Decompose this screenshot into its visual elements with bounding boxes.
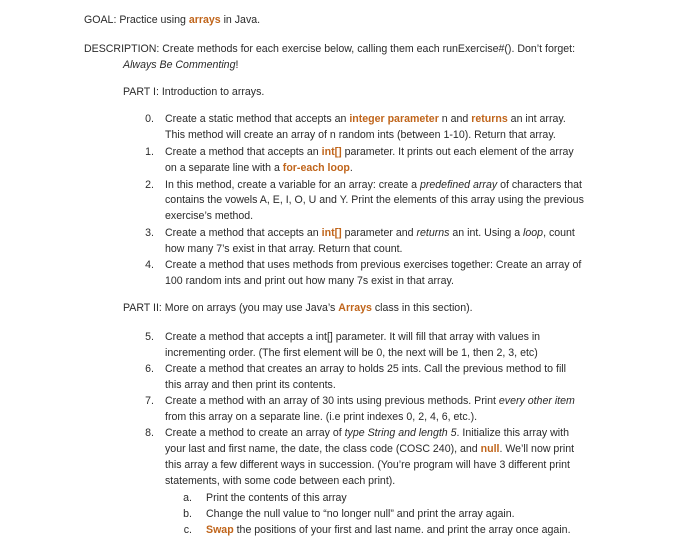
item-4-line-2: 100 random ints and print out how many 7s exist in that array. [165, 275, 454, 287]
part1-heading: PART I: Introduction to arrays. [123, 86, 265, 98]
item-0-line-1 [165, 112, 566, 126]
item-8-line-4: statements, with some code between each print). [165, 475, 396, 487]
item-3-number: 3. [145, 227, 154, 239]
item-7-line-2: from this array on a separate line. (i.e print indexes 0, 2, 4, 6, etc.). [165, 411, 478, 423]
goal-suffix: in Java. [220, 14, 261, 26]
text: class in this section). [371, 302, 473, 314]
text: . Initialize this array with [456, 427, 569, 439]
subitem-b-text: Change the null value to “no longer null” and print the array again. [206, 508, 515, 520]
item-8-number: 8. [145, 427, 154, 439]
text: Create a method with an array of 30 ints using previous methods. Print [165, 395, 499, 407]
item-0-number: 0. [145, 113, 154, 125]
highlight: int[] [321, 146, 342, 158]
text: the positions of your first and last name. and print the array once again. [233, 524, 571, 536]
item-6-line-2: this array and then print its contents. [165, 379, 336, 391]
text: parameter. It prints out each element of the array [341, 146, 574, 158]
text: . [349, 162, 353, 174]
highlight: int[] [321, 227, 342, 239]
text: Create a method that accepts an [165, 227, 322, 239]
item-8-line-3: this array a few different ways in succession. (You’re program will have 3 different print [165, 459, 570, 471]
emphasis: predefined array [419, 179, 498, 191]
item-2-line-2: contains the vowels A, E, I, O, U and Y. Print the elements of this array using the previous [165, 194, 584, 206]
highlight: Arrays [338, 302, 372, 314]
subitem-c-letter: c. [183, 524, 192, 536]
text: Create a static method that accepts an [165, 113, 350, 125]
subitem-b-letter: b. [183, 508, 192, 520]
item-1-number: 1. [145, 146, 154, 158]
item-6-line-1: Create a method that creates an array to holds 25 ints. Call the previous method to fill [165, 363, 567, 375]
text: your last and first name, the date, the class code (COSC 240), and [165, 443, 481, 455]
item-4-number: 4. [145, 259, 154, 271]
text: , count [543, 227, 575, 239]
text: n and [438, 113, 472, 125]
subitem-a-text: Print the contents of this array [206, 492, 347, 504]
item-1-line-2 [165, 161, 353, 175]
highlight: returns [471, 113, 508, 125]
description-motto: Always Be Commenting [123, 59, 236, 71]
text: Create a method to create an array of [165, 427, 345, 439]
text: . We’ll now print [499, 443, 575, 455]
description-line-2 [123, 58, 238, 72]
description-motto-end: ! [235, 59, 239, 71]
item-4-line-1: Create a method that uses methods from previous exercises together: Create an array of [165, 259, 582, 271]
goal-line [84, 13, 260, 27]
highlight: for-each loop [282, 162, 350, 174]
item-2-line-3: exercise’s method. [165, 210, 254, 222]
item-0-line-2: This method will create an array of n random ints (between 1-10). Return that array. [165, 129, 556, 141]
item-1-line-1 [165, 145, 574, 159]
text: on a separate line with a [165, 162, 283, 174]
text: PART II: More on arrays (you may use Java’s [123, 302, 339, 314]
emphasis: loop [523, 227, 544, 239]
highlight: Swap [206, 524, 234, 536]
part2-heading [123, 301, 473, 315]
emphasis: returns [416, 227, 450, 239]
highlight: null [480, 443, 500, 455]
item-8-line-2 [165, 442, 574, 456]
goal-prefix: GOAL: Practice using [84, 14, 189, 26]
item-7-number: 7. [145, 395, 154, 407]
goal-highlight: arrays [188, 14, 221, 26]
text: an int. Using a [449, 227, 524, 239]
subitem-c-text [206, 523, 571, 537]
emphasis: every other item [498, 395, 575, 407]
item-6-number: 6. [145, 363, 154, 375]
highlight: integer parameter [349, 113, 439, 125]
item-5-line-2: incrementing order. (The first element will be 0, the next will be 1, then 2, 3, etc) [165, 347, 538, 359]
text: parameter and [341, 227, 417, 239]
item-5-line-1: Create a method that accepts a int[] parameter. It will fill that array with values in [165, 331, 541, 343]
item-3-line-2: how many 7’s exist in that array. Return that count. [165, 243, 403, 255]
item-2-line-1 [165, 178, 582, 192]
text: an int array. [507, 113, 566, 125]
item-8-line-1 [165, 426, 569, 440]
text: of characters that [497, 179, 582, 191]
item-5-number: 5. [145, 331, 154, 343]
description-line-1: DESCRIPTION: Create methods for each exercise below, calling them each runExercise#(). Don’t forget: [84, 43, 576, 55]
item-7-line-1 [165, 394, 575, 408]
text: In this method, create a variable for an array: create a [165, 179, 420, 191]
text: Create a method that accepts an [165, 146, 322, 158]
item-2-number: 2. [145, 179, 154, 191]
item-3-line-1 [165, 226, 575, 240]
emphasis: type String and length 5 [344, 427, 457, 439]
subitem-a-letter: a. [183, 492, 192, 504]
